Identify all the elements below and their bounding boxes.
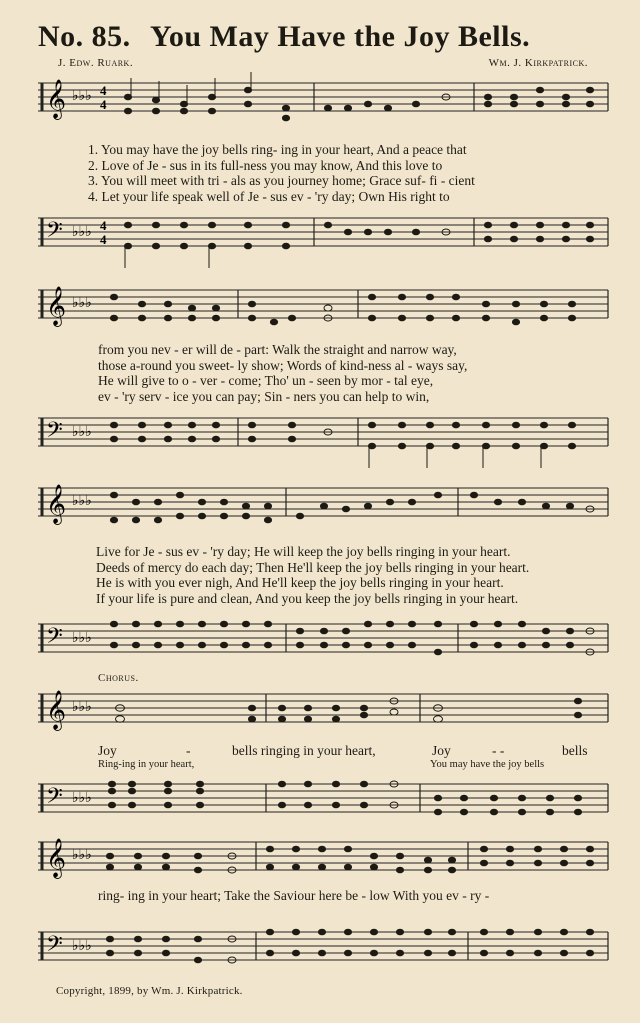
key-signature-icon: ♭♭♭ <box>72 494 92 509</box>
key-signature-icon: ♭♭♭ <box>72 791 92 806</box>
verse-line: If your life is pure and clean, And you keep the joy bells ringing in your heart. <box>96 590 519 606</box>
key-signature-icon: ♭♭♭ <box>72 425 92 440</box>
verse-line: Live for Je - sus ev - 'ry day; He will keep the joy bells ringing in your heart. <box>96 544 511 559</box>
key-signature-icon: ♭♭♭ <box>72 848 92 863</box>
treble-clef-icon: 𝄞 <box>46 81 67 118</box>
staff-lines <box>38 218 608 246</box>
verse-line: He is with you ever nigh, And He'll keep the joy bells ringing in your heart. <box>96 575 504 591</box>
verse-line: 1. You may have the joy bells ring- ing in your heart, And a peace that <box>88 142 467 157</box>
verse-line: He will give to o - ver - come; Tho' un - seen by mor - tal eye, <box>98 373 434 389</box>
chorus-word: - <box>186 743 191 758</box>
composer-credit: Wm. J. Kirkpatrick. <box>488 57 588 69</box>
verse-line: 2. Love of Je - sus in its full-ness you may know, And this love to <box>88 157 443 173</box>
staff-system-3-treble <box>38 480 610 536</box>
verse-line: 4. Let your life speak well of Je - sus ev - 'ry day; Own His right to <box>88 188 450 204</box>
key-signature-icon: ♭♭♭ <box>72 631 92 646</box>
staff-lines <box>38 83 608 111</box>
bass-clef-icon: 𝄢 <box>46 932 63 961</box>
staff-system-2-treble <box>38 282 610 336</box>
staff-system-4-bass <box>38 772 610 832</box>
chorus-alto-lyrics-1: Ring-ing in your heart, <box>98 759 195 770</box>
hymn-number: No. 85. <box>38 20 131 53</box>
chorus-label: Chorus. <box>98 672 139 684</box>
verse-block-2 <box>98 342 467 404</box>
hymn-title: You May Have the Joy Bells. <box>150 20 531 53</box>
chorus-word: - - <box>492 743 505 758</box>
key-signature-icon: ♭♭♭ <box>72 89 92 104</box>
verse-line: those a-round you sweet- ly show; Words of kind-ness al - ways say, <box>98 357 468 373</box>
time-signature-icon: 4 <box>100 83 107 98</box>
staff-system-4-treble <box>38 686 610 740</box>
key-signature-icon: ♭♭♭ <box>72 939 92 954</box>
svg-text:4: 4 <box>100 97 107 112</box>
treble-clef-icon: 𝄞 <box>46 692 67 729</box>
hymn-header <box>38 20 608 56</box>
verse-block-1 <box>88 142 475 204</box>
lyricist-credit: J. Edw. Ruark. <box>58 57 134 69</box>
key-signature-icon: ♭♭♭ <box>72 225 92 240</box>
staff-system-5-treble <box>38 834 610 888</box>
verse-line: ev - 'ry serv - ice you can pay; Sin - ners you can help to win, <box>98 388 430 404</box>
chorus-word: Joy <box>432 743 451 758</box>
staff-system-1-bass <box>38 210 610 272</box>
verse-line: from you nev - er will de - part: Walk the straight and narrow way, <box>98 342 457 357</box>
bass-clef-icon: 𝄢 <box>46 784 63 813</box>
verse-line: Deeds of mercy do each day; Then He'll keep the joy bells ringing in your heart. <box>96 559 530 575</box>
chorus-word: bells ringing in your heart, <box>232 743 376 758</box>
bass-clef-icon: 𝄢 <box>46 218 63 247</box>
staff-system-1-treble <box>38 78 610 128</box>
staff-system-2-bass <box>38 410 610 474</box>
verse-line: 3. You will meet with tri - als as you journey home; Grace suf- fi - cient <box>88 173 475 189</box>
treble-clef-icon: 𝄞 <box>46 840 67 877</box>
staff-system-5-bass <box>38 920 610 980</box>
notes <box>124 72 593 121</box>
svg-text:4: 4 <box>100 218 107 233</box>
key-signature-icon: ♭♭♭ <box>72 296 92 311</box>
svg-text:4: 4 <box>100 232 107 247</box>
staff-system-3-bass <box>38 612 610 672</box>
chorus-word: Joy <box>98 743 117 758</box>
key-signature-icon: ♭♭♭ <box>72 700 92 715</box>
bass-clef-icon: 𝄢 <box>46 624 63 653</box>
treble-clef-icon: 𝄞 <box>46 486 67 523</box>
verse-block-3 <box>96 544 529 606</box>
copyright-notice: Copyright, 1899, by Wm. J. Kirkpatrick. <box>56 985 243 997</box>
chorus-word: bells <box>562 743 588 758</box>
chorus-line-2-lyrics: ring- ing in your heart; Take the Saviour here be - low With you ev - ry - <box>98 888 490 903</box>
bass-clef-icon: 𝄢 <box>46 418 63 447</box>
treble-clef-icon: 𝄞 <box>46 288 67 325</box>
chorus-alto-lyrics-2: You may have the joy bells <box>430 759 545 770</box>
